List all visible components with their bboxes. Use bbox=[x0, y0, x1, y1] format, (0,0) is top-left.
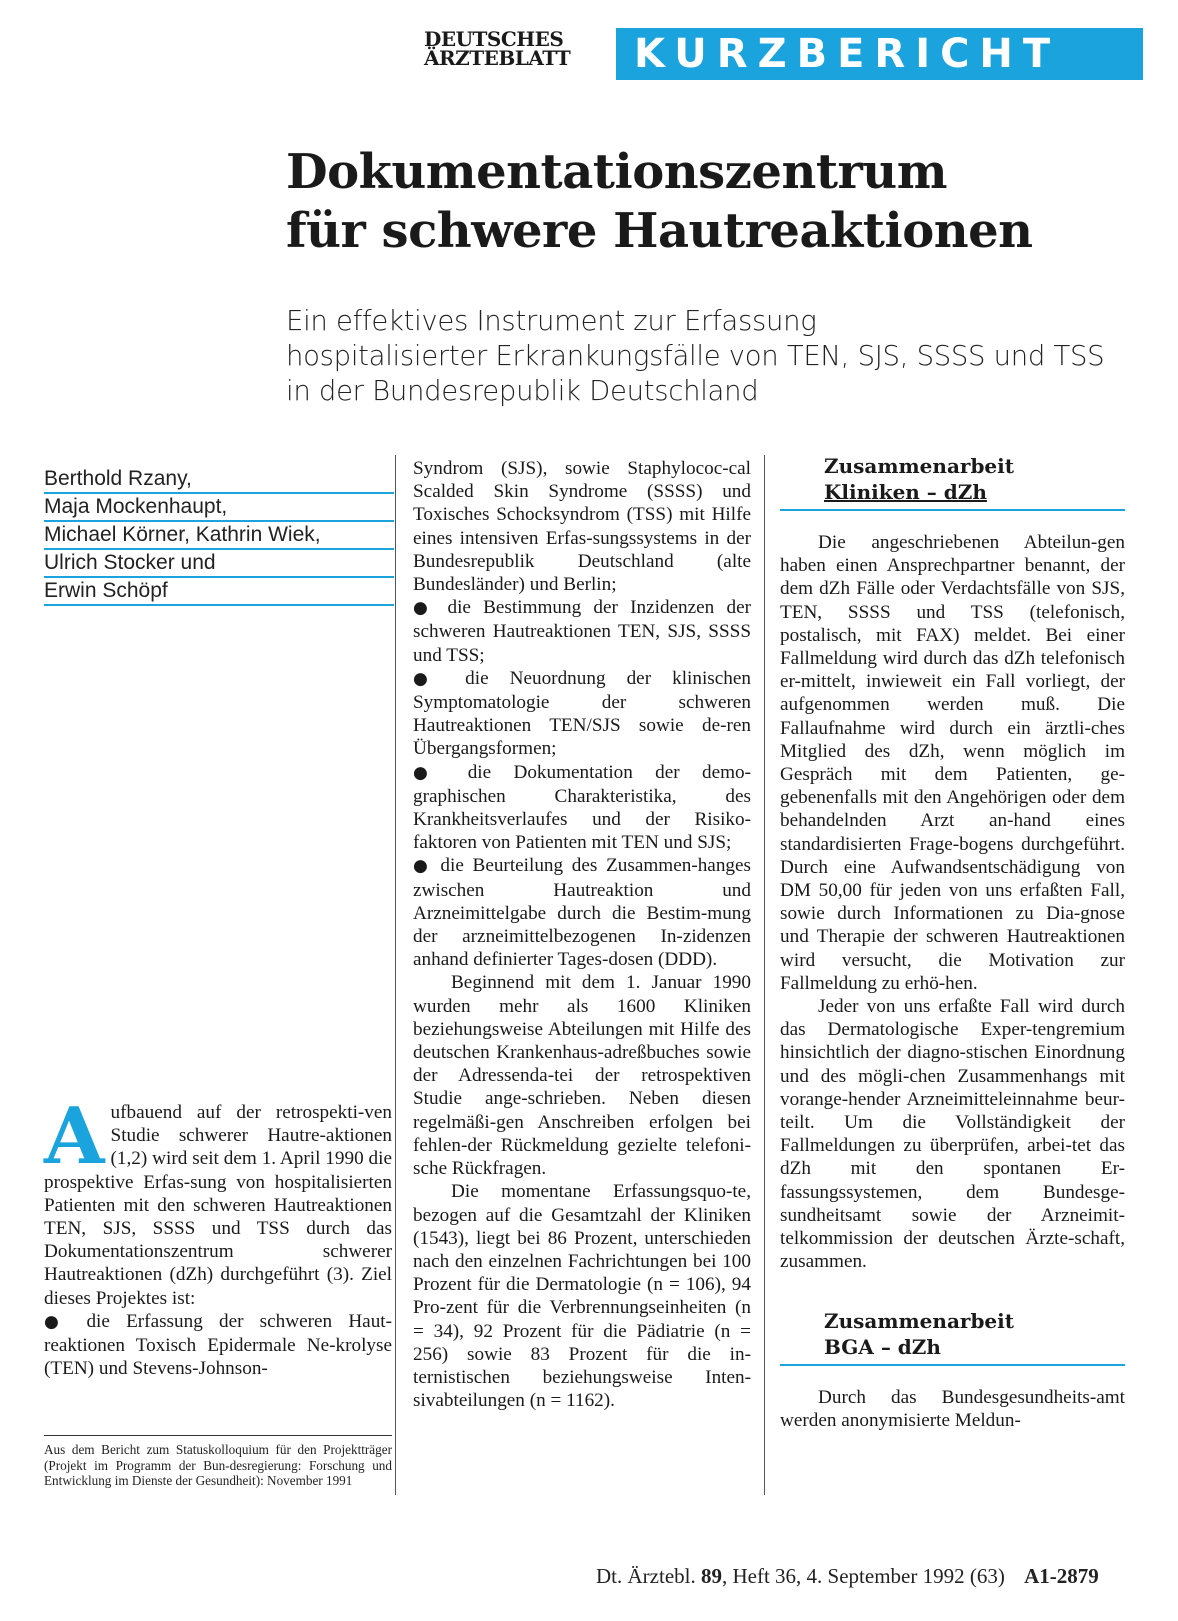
subtitle-line-1: Ein effektives Instrument zur Erfassung bbox=[286, 305, 817, 337]
section-heading-line-1: Zusammenarbeit bbox=[824, 1308, 1014, 1333]
section-heading-line-2: Kliniken – dZh bbox=[824, 480, 987, 504]
section-label: KURZBERICHT bbox=[634, 31, 1061, 77]
column-2 bbox=[413, 457, 751, 1412]
paragraph: Die angeschriebenen Abteilun-gen haben einen Ansprechpartner benannt, der dem dZh Fälle oder Verdachtsfälle von SJS, TEN, SSSS und TSS (telefonisch, postalisch, mit FAX) meldet. Bei einer Fallmeldung wird durch das dZh telefonisch er-mittelt, inwieweit ein Fall vorliegt, der aufgenommen werden muß. Die Fallaufnahme wird durch ein ärztli-ches Mitglied des dZh, wenn möglich im Gespräch mit dem Patienten, ge-gebenenfalls mit den Angehörigen oder dem behandelnden Arzt an-hand eines standardisierten Frage-bogens durchgeführt. Durch eine Aufwandsentschädigung von DM 50,00 für jeden von uns erfaßten Fall, sowie durch Informationen zu Dia-gnose und Therapie der schweren Hautreaktionen wird versucht, die Motivation zur Fallmeldung zu erhö-hen. bbox=[780, 532, 1125, 994]
list-item-text: die Erfassung der schweren Haut-reaktionen Toxisch Epidermale Ne-krolyse (TEN) und Stevens-Johnson- bbox=[44, 1310, 393, 1380]
section-heading-line-2: BGA – dZh bbox=[780, 1334, 1125, 1366]
paragraph: Die momentane Erfassungsquo-te, bezogen auf die Gesamtzahl der Kliniken (1543), liegt bei 86 Prozent, unterschieden nach den einzelnen Fachrichtungen bei 100 Prozent für die Dermatologie (n = 106), 94 Pro-zent für die Verbrennungseinheiten (n = 34), 92 Prozent für die Pädiatrie (n = 256) sowie 83 Prozent für die in-ternistischen beziehungsweise Inten-sivabteilungen (n = 1162). bbox=[413, 1181, 751, 1412]
issue-info: , Heft 36, 4. September 1992 (63) bbox=[721, 1564, 1005, 1588]
section-heading-line-1: Zusammenarbeit bbox=[824, 454, 1014, 478]
footnote: Aus dem Bericht zum Statuskolloquium für den Projektträger (Projekt im Programm der Bun-desregierung: Forschung und Entwicklung im Dienste der Gesundheit): November 1991 bbox=[44, 1435, 392, 1489]
section-banner bbox=[616, 28, 1143, 80]
page-footer bbox=[596, 1564, 1099, 1589]
journal-masthead bbox=[424, 27, 571, 70]
author-line: Berthold Rzany, bbox=[44, 468, 394, 494]
masthead-line-2: ÄRZTEBLATT bbox=[424, 46, 571, 70]
author-line: Michael Körner, Kathrin Wiek, bbox=[44, 524, 394, 550]
list-item bbox=[44, 1310, 392, 1381]
title-line-1: Dokumentationszentrum bbox=[286, 144, 947, 200]
volume-number: 89 bbox=[700, 1564, 722, 1588]
author-list bbox=[44, 468, 394, 608]
list-item bbox=[413, 596, 751, 667]
article-title bbox=[286, 143, 1033, 261]
list-item-text: die Dokumentation der demo-graphischen Charakteristika, des Krankheitsverlaufes und der Risiko-faktoren von Patienten mit TEN und SJS; bbox=[413, 761, 752, 854]
column-1 bbox=[44, 1091, 393, 1380]
title-line-2: für schwere Hautreaktionen bbox=[286, 203, 1033, 259]
masthead-line-1: DEUTSCHES bbox=[424, 27, 564, 51]
column-rule bbox=[395, 455, 396, 1495]
list-item-text: die Beurteilung des Zusammen-hanges zwischen Hautreaktion und Arzneimittelgabe durch die Bestim-mung der arzneimittelbezogenen In-zidenzen anhand definierter Tages-dosen (DDD). bbox=[413, 855, 751, 971]
list-item bbox=[413, 761, 751, 855]
section-heading bbox=[780, 1308, 1125, 1366]
list-item-text: die Neuordnung der klinischen Symptomatologie der schweren Hautreaktionen TEN/SJS sowie de-ren Übergangsformen; bbox=[413, 667, 751, 760]
bullet-icon: ● bbox=[413, 762, 446, 783]
author-line: Erwin Schöpf bbox=[44, 580, 394, 606]
bullet-icon: ● bbox=[413, 668, 445, 689]
author-line: Maja Mockenhaupt, bbox=[44, 496, 394, 522]
page-number: A1-2879 bbox=[1024, 1564, 1099, 1588]
paragraph: Jeder von uns erfaßte Fall wird durch das Dermatologische Exper-tengremium hinsichtlich der diagno-stischen Einordnung und des mögli-chen Zusammenhangs mit vorange-hender Arzneimitteleinnahme beur-teilt. Um die Vollständigkeit der Fallmeldungen zu überprüfen, arbei-tet das dZh mit den spontanen Er-fassungssystemen, dem Bundesge-sundheitsamt sowie der Arzneimit-telkommission der deutschen Ärzte-schaft, zusammen. bbox=[780, 996, 1125, 1273]
article-subtitle bbox=[286, 304, 1104, 409]
drop-cap: A bbox=[44, 1091, 105, 1182]
paragraph: Beginnend mit dem 1. Januar 1990 wurden mehr als 1600 Kliniken beziehungsweise Abteilungen mit Hilfe des deutschen Krankenhaus-adreßbuches sowie der Adressenda-tei der retrospektiven Studie ange-schrieben. Neben diesen regelmäßi-gen Anschreiben erfolgen bei fehlen-der Rückmeldung gezielte telefoni-sche Rückfragen. bbox=[413, 972, 751, 1180]
journal-abbrev: Dt. Ärztebl. bbox=[596, 1564, 696, 1588]
bullet-icon: ● bbox=[44, 1311, 71, 1332]
subtitle-line-3: in der Bundesrepublik Deutschland bbox=[286, 375, 759, 407]
list-item-text: die Bestimmung der Inzidenzen der schweren Hautreaktionen TEN, SJS, SSSS und TSS; bbox=[413, 597, 751, 666]
column-rule bbox=[764, 455, 765, 1495]
paragraph: Durch das Bundesgesundheits-amt werden anonymisierte Meldun- bbox=[780, 1386, 1125, 1431]
paragraph: Syndrom (SJS), sowie Staphylococ-cal Scalded Skin Syndrome (SSSS) und Toxisches Schocksyndrom (TSS) mit Hilfe eines intensiven Erfas-sungssystems in der Bundesrepublik Deutschland (alte Bundesländer) und Berlin; bbox=[413, 458, 751, 596]
intro-paragraph: ufbauend auf der retrospekti-ven Studie schwerer Hautre-aktionen (1,2) wird seit dem 1. April 1990 die prospektive Erfas-sung von hospitalisierten Patienten mit den schweren Hautreaktionen TEN, SJS, SSSS und TSS durch das Dokumentationszentrum schwerer Hautreaktionen (dZh) durchgeführt (3). Ziel dieses Projektes ist: bbox=[44, 1102, 392, 1309]
subtitle-line-2: hospitalisierter Erkrankungsfälle von TEN, SJS, SSSS und TSS bbox=[286, 340, 1105, 372]
author-line: Ulrich Stocker und bbox=[44, 552, 394, 578]
list-item bbox=[413, 667, 751, 761]
list-item bbox=[413, 854, 751, 971]
bullet-icon: ● bbox=[413, 856, 432, 877]
section-heading bbox=[780, 453, 1125, 511]
bullet-icon: ● bbox=[413, 598, 436, 619]
column-3 bbox=[780, 453, 1125, 1432]
